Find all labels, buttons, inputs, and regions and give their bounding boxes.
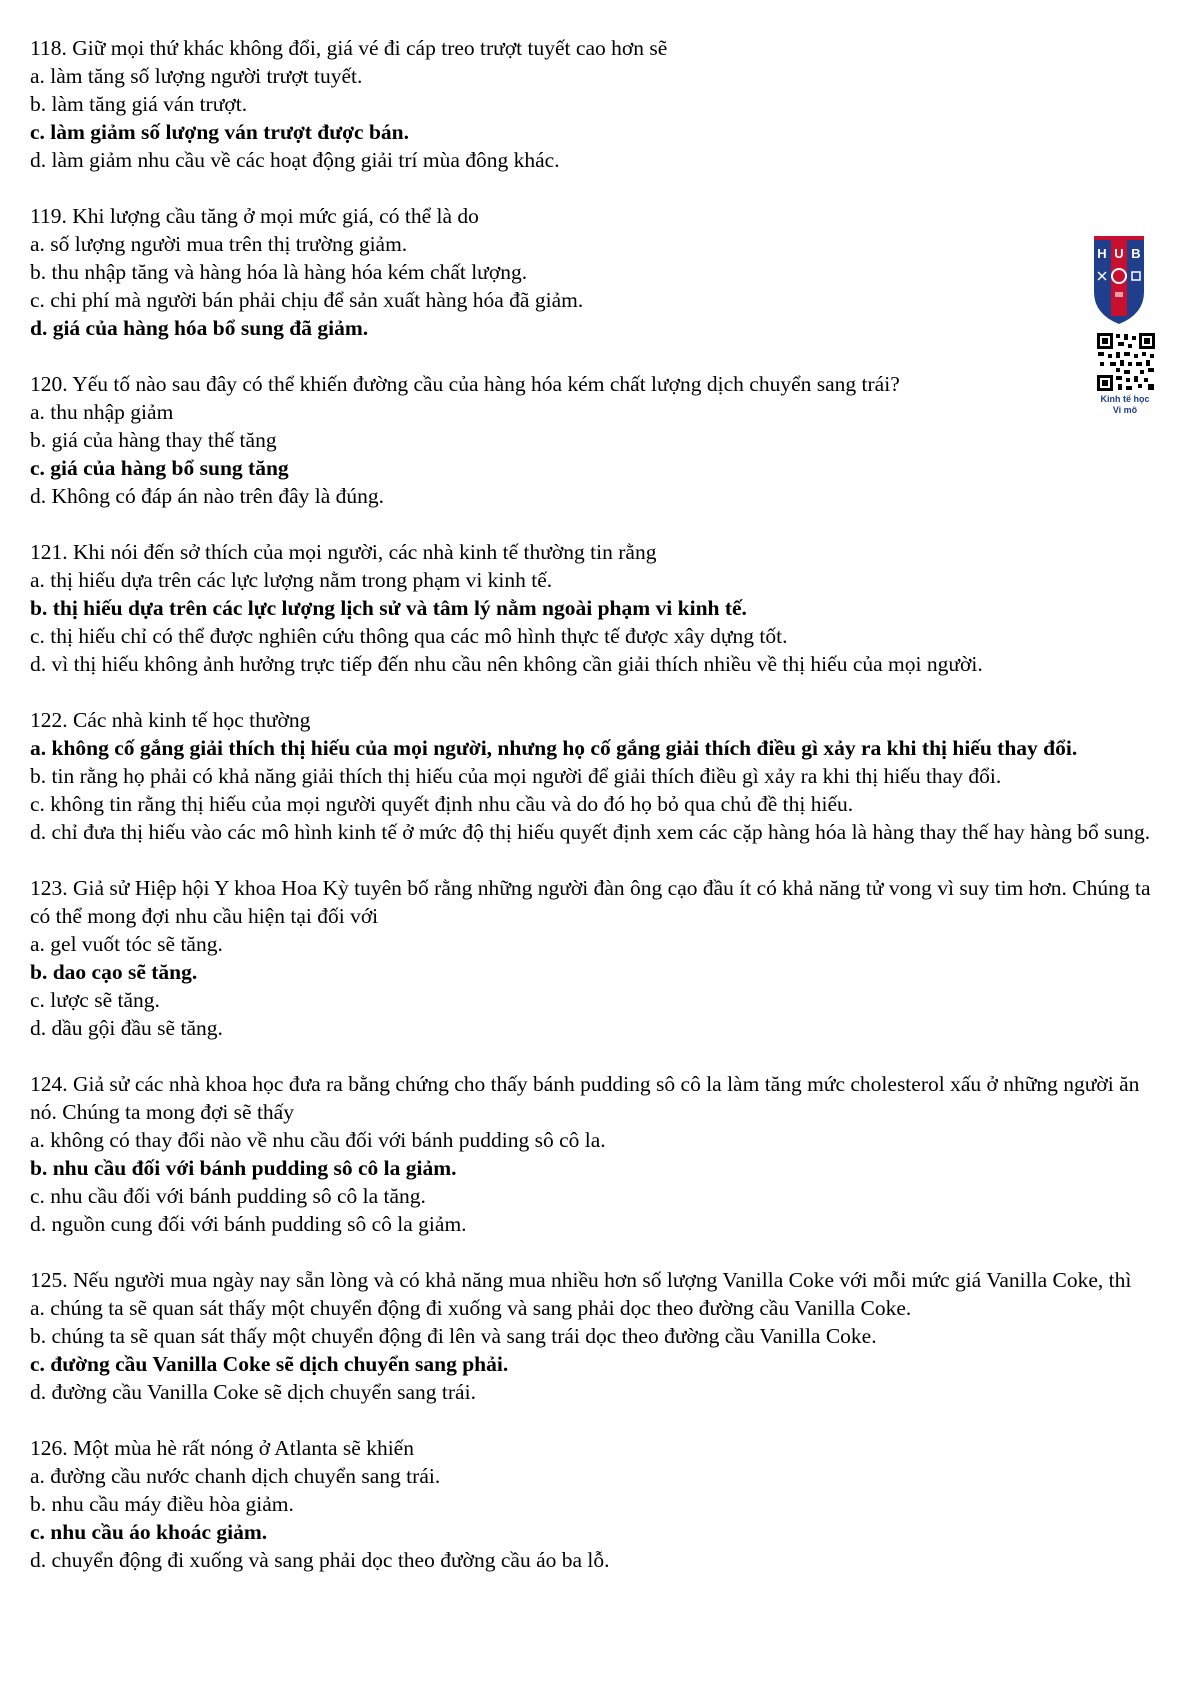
answer-option-correct: c. làm giảm số lượng ván trượt được bán. [30, 120, 410, 144]
answer-option: d. vì thị hiếu không ảnh hưởng trực tiếp đến nhu cầu nên không cần giải thích nhiều về thị hiếu của mọi người. [30, 652, 983, 676]
answer-option: a. số lượng người mua trên thị trường giảm. [30, 232, 408, 256]
document-body [30, 34, 1170, 1602]
answer-option: d. chuyển động đi xuống và sang phải dọc theo đường cầu áo ba lỗ. [30, 1548, 610, 1572]
question-block [30, 370, 1170, 510]
question-block [30, 1070, 1170, 1238]
answer-option: d. đường cầu Vanilla Coke sẽ dịch chuyển sang trái. [30, 1380, 476, 1404]
answer-option: a. gel vuốt tóc sẽ tăng. [30, 932, 223, 956]
answer-option: d. Không có đáp án nào trên đây là đúng. [30, 484, 385, 508]
answer-option: c. chi phí mà người bán phải chịu để sản xuất hàng hóa đã giảm. [30, 288, 584, 312]
question-stem: 119. Khi lượng cầu tăng ở mọi mức giá, có thể là do [30, 204, 479, 228]
question-block [30, 874, 1170, 1042]
question-block [30, 202, 1170, 342]
answer-option-correct: c. nhu cầu áo khoác giảm. [30, 1520, 268, 1544]
answer-option: c. lược sẽ tăng. [30, 988, 160, 1012]
badge-caption-line2: Vi mô [1112, 405, 1138, 415]
answer-option: b. nhu cầu máy điều hòa giảm. [30, 1492, 294, 1516]
answer-option: a. làm tăng số lượng người trượt tuyết. [30, 64, 363, 88]
question-block [30, 34, 1170, 174]
answer-option: d. nguồn cung đối với bánh pudding sô cô la giảm. [30, 1212, 467, 1236]
badge-caption [1080, 394, 1170, 416]
badge-caption-line1: Kinh tế học [1100, 394, 1150, 404]
question-stem: 121. Khi nói đến sở thích của mọi người, các nhà kinh tế thường tin rằng [30, 540, 657, 564]
question-stem: 120. Yếu tố nào sau đây có thể khiến đường cầu của hàng hóa kém chất lượng dịch chuyển sang trái? [30, 372, 900, 396]
answer-option: d. chỉ đưa thị hiếu vào các mô hình kinh tế ở mức độ thị hiếu quyết định xem các cặp hàng hóa là hàng thay thế hay hàng bổ sung. [30, 820, 1151, 844]
answer-option: b. giá của hàng thay thế tăng [30, 428, 277, 452]
answer-option-correct: c. giá của hàng bổ sung tăng [30, 456, 289, 480]
answer-option: b. tin rằng họ phải có khả năng giải thích thị hiếu của mọi người để giải thích điều gì xảy ra khi thị hiếu thay đổi. [30, 764, 1002, 788]
answer-option-correct: c. đường cầu Vanilla Coke sẽ dịch chuyển sang phải. [30, 1352, 509, 1376]
question-stem: 125. Nếu người mua ngày nay sẵn lòng và có khả năng mua nhiều hơn số lượng Vanilla Coke với mỗi mức giá Vanilla Coke, thì [30, 1268, 1132, 1292]
answer-option: b. làm tăng giá ván trượt. [30, 92, 248, 116]
question-stem: 122. Các nhà kinh tế học thường [30, 708, 311, 732]
question-block [30, 1434, 1170, 1574]
answer-option: b. thu nhập tăng và hàng hóa là hàng hóa kém chất lượng. [30, 260, 528, 284]
answer-option: a. thị hiếu dựa trên các lực lượng nằm trong phạm vi kinh tế. [30, 568, 553, 592]
answer-option: a. thu nhập giảm [30, 400, 174, 424]
logo-letter-h: H [1097, 246, 1107, 261]
question-block [30, 706, 1170, 846]
answer-option-correct: d. giá của hàng hóa bổ sung đã giảm. [30, 316, 369, 340]
logo-letter-u: U [1114, 246, 1124, 261]
answer-option: d. làm giảm nhu cầu về các hoạt động giải trí mùa đông khác. [30, 148, 560, 172]
question-stem: 126. Một mùa hè rất nóng ở Atlanta sẽ khiến [30, 1436, 414, 1460]
question-stem: 124. Giả sử các nhà khoa học đưa ra bằng chứng cho thấy bánh pudding sô cô la làm tăng mức cholesterol xấu ở những người ăn nó. Chúng ta mong đợi sẽ thấy [30, 1072, 1140, 1124]
answer-option-correct: b. nhu cầu đối với bánh pudding sô cô la giảm. [30, 1156, 457, 1180]
question-block [30, 1266, 1170, 1406]
answer-option-correct: a. không cố gắng giải thích thị hiếu của mọi người, nhưng họ cố gắng giải thích điều gì xảy ra khi thị hiếu thay đổi. [30, 736, 1078, 760]
answer-option: c. không tin rằng thị hiếu của mọi người quyết định nhu cầu và do đó họ bỏ qua chủ đề thị hiếu. [30, 792, 854, 816]
logo-letter-b: B [1131, 246, 1141, 261]
answer-option-correct: b. thị hiếu dựa trên các lực lượng lịch sử và tâm lý nằm ngoài phạm vi kinh tế. [30, 596, 747, 620]
answer-option: a. đường cầu nước chanh dịch chuyển sang trái. [30, 1464, 441, 1488]
question-stem: 118. Giữ mọi thứ khác không đổi, giá vé đi cáp treo trượt tuyết cao hơn sẽ [30, 36, 668, 60]
answer-option: b. chúng ta sẽ quan sát thấy một chuyển động đi lên và sang trái dọc theo đường cầu Vanilla Coke. [30, 1324, 877, 1348]
course-badge [1080, 232, 1160, 432]
hub-logo-icon [1092, 232, 1146, 326]
answer-option: c. nhu cầu đối với bánh pudding sô cô la tăng. [30, 1184, 426, 1208]
answer-option-correct: b. dao cạo sẽ tăng. [30, 960, 198, 984]
question-stem: 123. Giả sử Hiệp hội Y khoa Hoa Kỳ tuyên bố rằng những người đàn ông cạo đầu ít có khả năng tử vong vì suy tim hơn. Chúng ta có thể mong đợi nhu cầu hiện tại đối với [30, 876, 1151, 928]
answer-option: c. thị hiếu chỉ có thể được nghiên cứu thông qua các mô hình thực tế được xây dựng tốt. [30, 624, 788, 648]
question-block [30, 538, 1170, 678]
answer-option: d. dầu gội đầu sẽ tăng. [30, 1016, 223, 1040]
answer-option: a. không có thay đổi nào về nhu cầu đối với bánh pudding sô cô la. [30, 1128, 606, 1152]
qr-code-icon [1096, 332, 1156, 392]
answer-option: a. chúng ta sẽ quan sát thấy một chuyển động đi xuống và sang phải dọc theo đường cầu Vanilla Coke. [30, 1296, 912, 1320]
